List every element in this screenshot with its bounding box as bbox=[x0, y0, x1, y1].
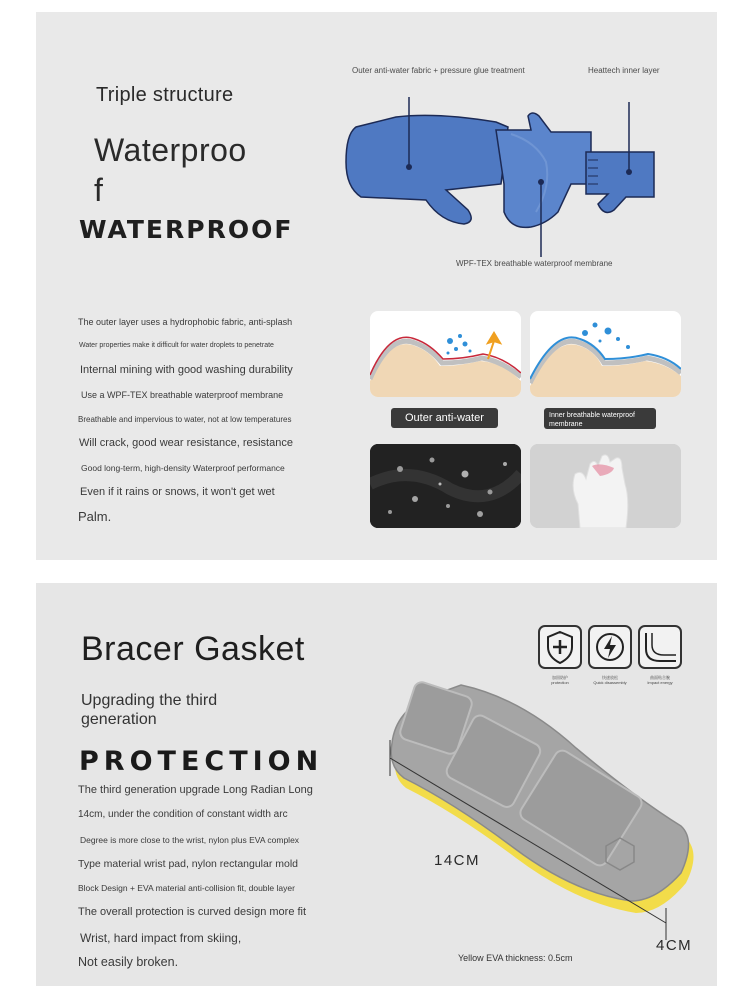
membrane-glove-illustration bbox=[496, 113, 591, 227]
waterproof-description-line: Will crack, good wear resistance, resistance bbox=[79, 437, 293, 449]
protection-description-line: Not easily broken. bbox=[78, 955, 179, 969]
protection-description-line: 14cm, under the condition of constant width arc bbox=[78, 809, 288, 820]
outer-anti-water-label: Outer anti-water bbox=[391, 408, 498, 428]
outer-mitten-illustration bbox=[346, 115, 508, 224]
protection-description-line: Wrist, hard impact from skiing, bbox=[80, 931, 242, 945]
shield-plus-caption: 加固防护 protection bbox=[551, 675, 569, 685]
lightning-caption: 快速放松 Quick disassembly bbox=[593, 675, 627, 685]
waterproof-description-line: Internal mining with good washing durability bbox=[80, 364, 293, 376]
protection-description-line: The overall protection is curved design more fit bbox=[78, 906, 307, 918]
waterproof-description-line: Use a WPF-TEX breathable waterproof membrane bbox=[81, 390, 284, 400]
protection-description-line: Type material wrist pad, nylon rectangular mold bbox=[78, 858, 299, 870]
protection-bold-heading: PROTECTION bbox=[79, 746, 324, 777]
outer-fabric-callout: Outer anti-water fabric + pressure glue treatment bbox=[352, 66, 525, 75]
outer-layer-illustration bbox=[370, 311, 521, 397]
waterproof-description-line: Even if it rains or snows, it won't get wet bbox=[80, 486, 275, 498]
curve-fit-icon bbox=[638, 625, 682, 669]
clear-glove-drawing bbox=[530, 444, 681, 528]
waterproof-panel bbox=[36, 12, 717, 560]
curve-fit-caption: 曲面贴合腕 Impact energy bbox=[647, 675, 673, 685]
length-dimension-label: 14CM bbox=[434, 852, 481, 869]
triple-structure-heading: Triple structure bbox=[96, 84, 234, 106]
waterproof-description-line: Water properties make it difficult for water droplets to penetrate bbox=[79, 342, 274, 349]
protection-description-line: The third generation upgrade Long Radian Long bbox=[78, 784, 313, 796]
glove-structure-diagram bbox=[336, 72, 666, 272]
inner-liner-illustration bbox=[586, 152, 654, 212]
waterproof-description-line: Breathable and impervious to water, not at low temperatures bbox=[78, 415, 292, 424]
splash-drawing bbox=[370, 311, 521, 397]
protection-panel bbox=[36, 583, 717, 986]
membrane-callout: WPF-TEX breathable waterproof membrane bbox=[456, 259, 613, 268]
waterproof-large-line1: Waterproo bbox=[94, 132, 247, 168]
membrane-glove-photo bbox=[530, 444, 681, 528]
waterproof-description-line: Good long-term, high-density Waterproof performance bbox=[81, 463, 285, 473]
heattech-callout: Heattech inner layer bbox=[588, 66, 660, 75]
inner-membrane-illustration bbox=[530, 311, 681, 397]
lightning-icon bbox=[588, 625, 632, 669]
waterproof-description-line: The outer layer uses a hydrophobic fabric, anti-splash bbox=[78, 317, 293, 327]
waterproof-large-line2: f bbox=[94, 172, 104, 208]
membrane-drawing bbox=[530, 311, 681, 397]
width-dimension-label: 4CM bbox=[656, 937, 693, 954]
waterproof-large-heading bbox=[94, 130, 284, 210]
droplets-drawing bbox=[370, 444, 521, 528]
waterproof-description-line: Palm. bbox=[78, 509, 112, 524]
fabric-droplets-photo bbox=[370, 444, 521, 528]
shield-plus-icon bbox=[538, 625, 582, 669]
waterproof-bold-heading: WATERPROOF bbox=[79, 215, 294, 244]
third-generation-subtitle: Upgrading the third generation bbox=[81, 692, 218, 728]
eva-thickness-note: Yellow EVA thickness: 0.5cm bbox=[458, 953, 573, 963]
protection-description-line: Degree is more close to the wrist, nylon plus EVA complex bbox=[80, 835, 300, 845]
bracer-gasket-title: Bracer Gasket bbox=[81, 630, 305, 668]
inner-membrane-label: Inner breathable waterproof membrane bbox=[544, 408, 656, 429]
protection-description-line: Block Design + EVA material anti-collision fit, double layer bbox=[78, 883, 295, 893]
